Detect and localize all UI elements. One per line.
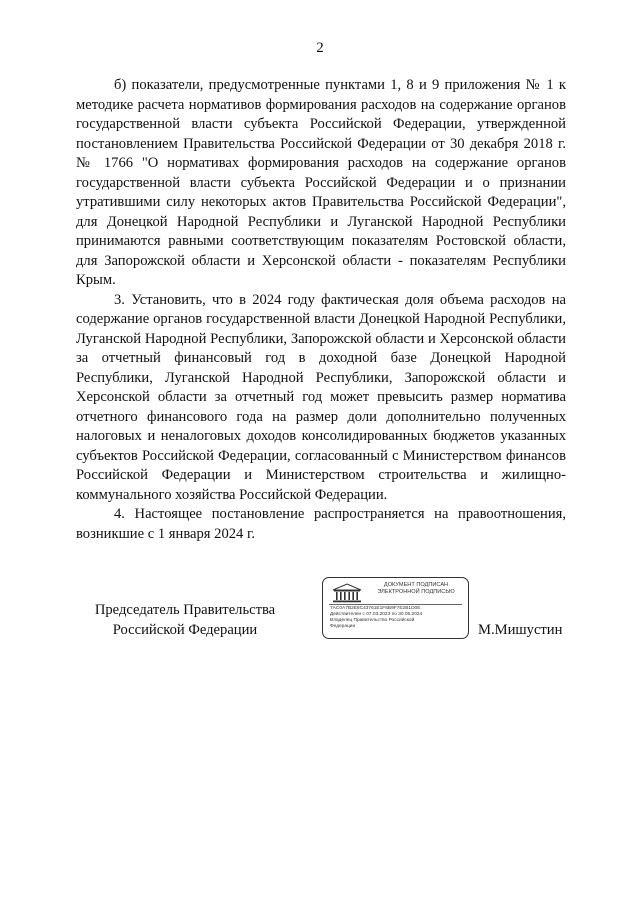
stamp-owner-line-2: Федерации — [330, 624, 356, 629]
stamp-validity: Действителен с 07.03.2023 по 30.05.2024 — [330, 612, 423, 617]
paragraph-item-3: 3. Установить, что в 2024 году фактическая доля объема расходов на содержание органов государственной власти Донецкой Народной Республики, Луганской Народной Республики, Запорожской области и Херсонской области за отчетный финансовый год в доходной базе Донецкой Народной Республики, Луганской Народной Республики, Запорожской области и Херсонской области за отчетный год может превысить размер норматива отчетного финансового года на размер доли дополнительно полученных налоговых и неналоговых доходов консолидированных бюджетов указанных субъектов Российской Федерации, согласованный с Министерством финансов Российской Федерации и Министерством строительства и жилищно-коммунального хозяйства Российской Федерации. — [76, 291, 566, 503]
signer-name: М.Мишустин — [478, 622, 563, 638]
paragraph-indicators: б) показатели, предусмотренные пунктами 1, 8 и 9 приложения № 1 к методике расчета нормативов формирования расходов на содержание органов государственной власти субъекта Российской Федерации, утвержденной постановлением Правительства Российской Федерации от 30 декабря 2018 г. № 1766 "О нормативах формирования расходов на содержание органов государственной власти субъекта Российской Федерации и о признании утратившими силу некоторых актов Правительства Российской Федерации", для Донецкой Народной Республики и Луганской Народной Республики принимаются равными соответствующим показателям Ростовской области, для Запорожской области и Херсонской области - показателям Республики Крым. — [76, 77, 566, 288]
government-building-icon — [330, 582, 364, 604]
stamp-details — [330, 606, 466, 630]
stamp-title-line-1: ДОКУМЕНТ ПОДПИСАН — [383, 582, 449, 588]
paragraph-item-4: 4. Настоящее постановление распространяется на правоотношения, возникшие с 1 января 2024 г. — [76, 506, 566, 542]
page-number: 2 — [316, 40, 324, 56]
stamp-title — [368, 582, 464, 596]
stamp-divider — [329, 604, 462, 605]
document-body — [76, 76, 566, 544]
signatory-title — [80, 601, 290, 640]
stamp-certificate: 7AC0A7B2E8C43761E1F6B9F7E2B1D0E — [330, 606, 421, 611]
electronic-signature-stamp — [322, 577, 469, 639]
stamp-title-line-2: ЭЛЕКТРОННОЙ ПОДПИСЬЮ — [377, 589, 455, 595]
signatory-position: Председатель Правительства — [94, 602, 276, 618]
signatory-organization: Российской Федерации — [112, 621, 258, 638]
stamp-owner-line-1: Владелец Правительство Российской — [330, 618, 415, 623]
